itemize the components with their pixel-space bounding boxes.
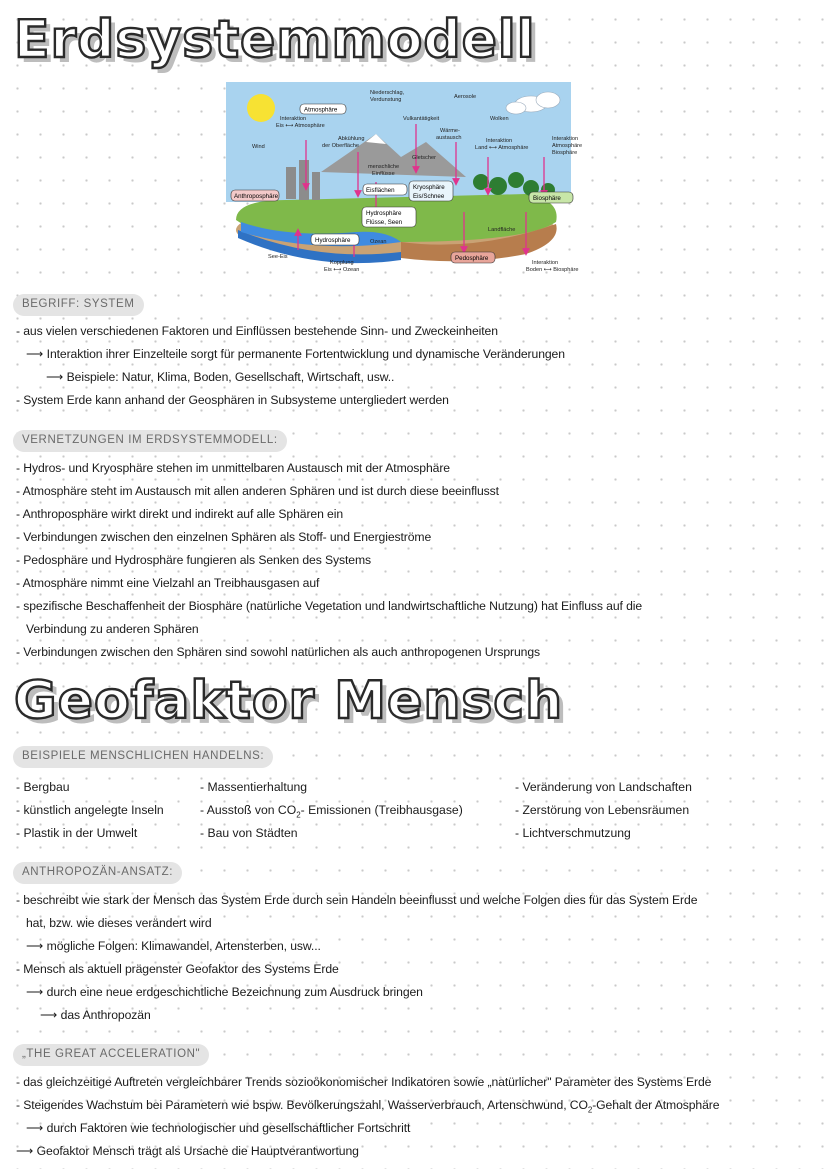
beispiele-col-2 <box>200 780 463 849</box>
label-see-eis: See-Eis <box>268 254 288 260</box>
beispiel-item: - Massentierhaltung <box>200 780 308 794</box>
section-title-geofaktor: Geofaktor Mensch <box>14 671 564 731</box>
label-abkuehlung: Abkühlung <box>338 136 365 142</box>
vernetzung-line-1: - Hydros- und Kryosphäre stehen im unmittelbaren Austausch mit der Atmosphäre <box>16 461 450 475</box>
label-niederschlag: Niederschlag, <box>370 90 405 96</box>
badge-beispiele: BEISPIELE MENSCHLICHEN HANDELNS: <box>13 746 273 768</box>
acceleration-co2-subscript: 2 <box>587 1105 593 1115</box>
label-hydro-fluesse-2: Flüsse, Seen <box>366 219 403 226</box>
acceleration-line-2 <box>16 1098 719 1115</box>
beispiel-item-co2 <box>200 803 463 826</box>
label-landflaeche: Landfläche <box>488 227 516 233</box>
badge-begriff-system: BEGRIFF: SYSTEM <box>13 294 144 316</box>
label-anthroposphaere: Anthroposphäre <box>234 193 279 200</box>
label-verdunstung: Verdunstung <box>370 97 402 103</box>
label-interaktion-atm-bio: Interaktion <box>552 136 579 142</box>
beispiel-item: - Bau von Städten <box>200 826 298 840</box>
label-interaktion-boden-2: Boden ⟷ Biosphäre <box>526 267 579 273</box>
vernetzung-line-3: - Anthroposphäre wirkt direkt und indirekt auf alle Sphären ein <box>16 507 344 521</box>
label-biosphaere: Biosphäre <box>533 195 561 202</box>
acceleration-line-2-text: - Steigendes Wachstum bei Parametern wie bspw. Bevölkerungszahl, Wasserverbrauch, Artenschwund, CO <box>16 1098 588 1112</box>
label-hydrosphaere: Hydrosphäre <box>315 237 351 244</box>
vernetzung-line-6: - Atmosphäre nimmt eine Vielzahl an Treibhausgasen auf <box>16 576 320 590</box>
label-kryosphaere: Kryosphäre <box>413 184 445 191</box>
label-interaktion-eis: Interaktion <box>280 116 307 122</box>
co2-tail: - Emissionen (Treibhausgase) <box>300 803 463 817</box>
label-wind: Wind <box>252 144 265 150</box>
vernetzung-line-8: Verbindung zu anderen Sphären <box>26 622 199 636</box>
anthropozaen-line-2: hat, bzw. wie dieses verändert wird <box>26 916 212 930</box>
vernetzung-line-5: - Pedosphäre und Hydrosphäre fungieren als Senken des Systems <box>16 553 371 567</box>
system-line-3: ⟶ Beispiele: Natur, Klima, Boden, Gesellschaft, Wirtschaft, usw.. <box>46 370 395 384</box>
label-interaktion-atm-bio-2: Atmosphäre <box>552 143 583 149</box>
beispiel-item: - Lichtverschmutzung <box>515 826 631 840</box>
label-eisflaechen: Eisflächen <box>366 187 395 194</box>
acceleration-line-1: - das gleichzeitige Auftreten vergleichbarer Trends sozioökonomischer Indikatoren sowie „natürlicher" Parameter des Systems Erde <box>16 1075 712 1089</box>
label-eisschnee: Eis/Schnee <box>413 193 445 200</box>
badge-great-acceleration: „THE GREAT ACCELERATION" <box>13 1044 209 1066</box>
beispiel-item: - Plastik in der Umwelt <box>16 826 138 840</box>
badge-vernetzungen: VERNETZUNGEN IM ERDSYSTEMMODELL: <box>13 430 287 452</box>
system-line-4: - System Erde kann anhand der Geosphären in Subsysteme untergliedert werden <box>16 393 449 407</box>
vernetzung-line-2: - Atmosphäre steht im Austausch mit allen anderen Sphären und ist durch diese beeinflusst <box>16 484 499 498</box>
vernetzung-line-4: - Verbindungen zwischen den einzelnen Sphären als Stoff- und Energieströme <box>16 530 432 544</box>
beispiel-item: - Zerstörung von Lebensräumen <box>515 803 690 817</box>
vernetzung-line-7: - spezifische Beschaffenheit der Biosphäre (natürliche Vegetation und landwirtschaftliche Nutzung) hat Einfluss auf die <box>16 599 643 613</box>
anthropozaen-line-3: ⟶ mögliche Folgen: Klimawandel, Artensterben, usw... <box>26 939 321 953</box>
co2-text: - Ausstoß von CO <box>200 803 297 817</box>
label-hydro-fluesse: Hydrosphäre <box>366 210 402 217</box>
vernetzung-line-9: - Verbindungen zwischen den Sphären sind sowohl natürlichen als auch anthropogenen Ursprungs <box>16 645 541 659</box>
beispiel-item: - künstlich angelegte Inseln <box>16 803 164 817</box>
beispiele-col-1 <box>16 780 164 849</box>
label-menschliche-2: Einflüsse <box>372 171 395 177</box>
anthropozaen-line-6: ⟶ das Anthropozän <box>40 1008 151 1022</box>
page-title: Erdsystemmodell <box>14 10 536 70</box>
badge-anthropozaen: ANTHROPOZÄN-ANSATZ: <box>13 862 182 884</box>
acceleration-line-3: ⟶ durch Faktoren wie technologischer und gesellschaftlicher Fortschritt <box>26 1121 411 1135</box>
label-interaktion-boden: Interaktion <box>532 260 559 266</box>
label-vulkan: Vulkantätigkeit <box>403 116 440 122</box>
anthropozaen-line-5: ⟶ durch eine neue erdgeschichtliche Bezeichnung zum Ausdruck bringen <box>26 985 423 999</box>
label-gletscher: Gletscher <box>412 155 436 161</box>
label-interaktion-atm-bio-3: Biosphäre <box>552 150 578 156</box>
system-line-2: ⟶ Interaktion ihrer Einzelteile sorgt für permanente Fortentwicklung und dynamische Veränderungen <box>26 347 565 361</box>
acceleration-line-2-tail: -Gehalt der Atmosphäre <box>592 1098 720 1112</box>
label-waerme: Wärme- <box>440 128 460 134</box>
label-menschliche: menschliche <box>368 164 400 170</box>
label-interaktion-land-2: Land ⟷ Atmosphäre <box>475 145 529 151</box>
earth-system-diagram <box>226 82 598 278</box>
co2-subscript: 2 <box>296 810 301 820</box>
label-aerosole: Aerosole <box>454 94 477 100</box>
label-pedosphaere: Pedosphäre <box>455 255 489 262</box>
sun-icon <box>247 94 275 122</box>
acceleration-line-4: ⟶ Geofaktor Mensch trägt als Ursache die Hauptverantwortung <box>16 1144 359 1158</box>
system-line-1: - aus vielen verschiedenen Faktoren und Einflüssen bestehende Sinn- und Zweckeinheiten <box>16 324 498 338</box>
anthropozaen-line-4: - Mensch als aktuell prägenster Geofaktor des Systems Erde <box>16 962 339 976</box>
label-waerme-2: austausch <box>436 135 462 141</box>
label-interaktion-land: Interaktion <box>486 138 513 144</box>
label-interaktion-eis-2: Eis ⟷ Atmosphäre <box>276 123 325 129</box>
label-kopplung-2: Eis ⟷ Ozean <box>324 267 360 273</box>
label-wolken: Wolken <box>490 116 509 122</box>
label-ozean: Ozean <box>370 239 387 245</box>
anthropozaen-line-1: - beschreibt wie stark der Mensch das System Erde durch sein Handeln beeinflusst und welche Folgen dies für das System Erde <box>16 893 698 907</box>
label-abkuehlung-2: der Oberfläche <box>322 143 360 149</box>
label-atmosphaere: Atmosphäre <box>304 106 338 114</box>
beispiel-item: - Bergbau <box>16 780 70 794</box>
label-kopplung: Kopplung <box>330 260 354 266</box>
beispiele-col-3 <box>515 780 692 849</box>
beispiel-item: - Veränderung von Landschaften <box>515 780 692 794</box>
